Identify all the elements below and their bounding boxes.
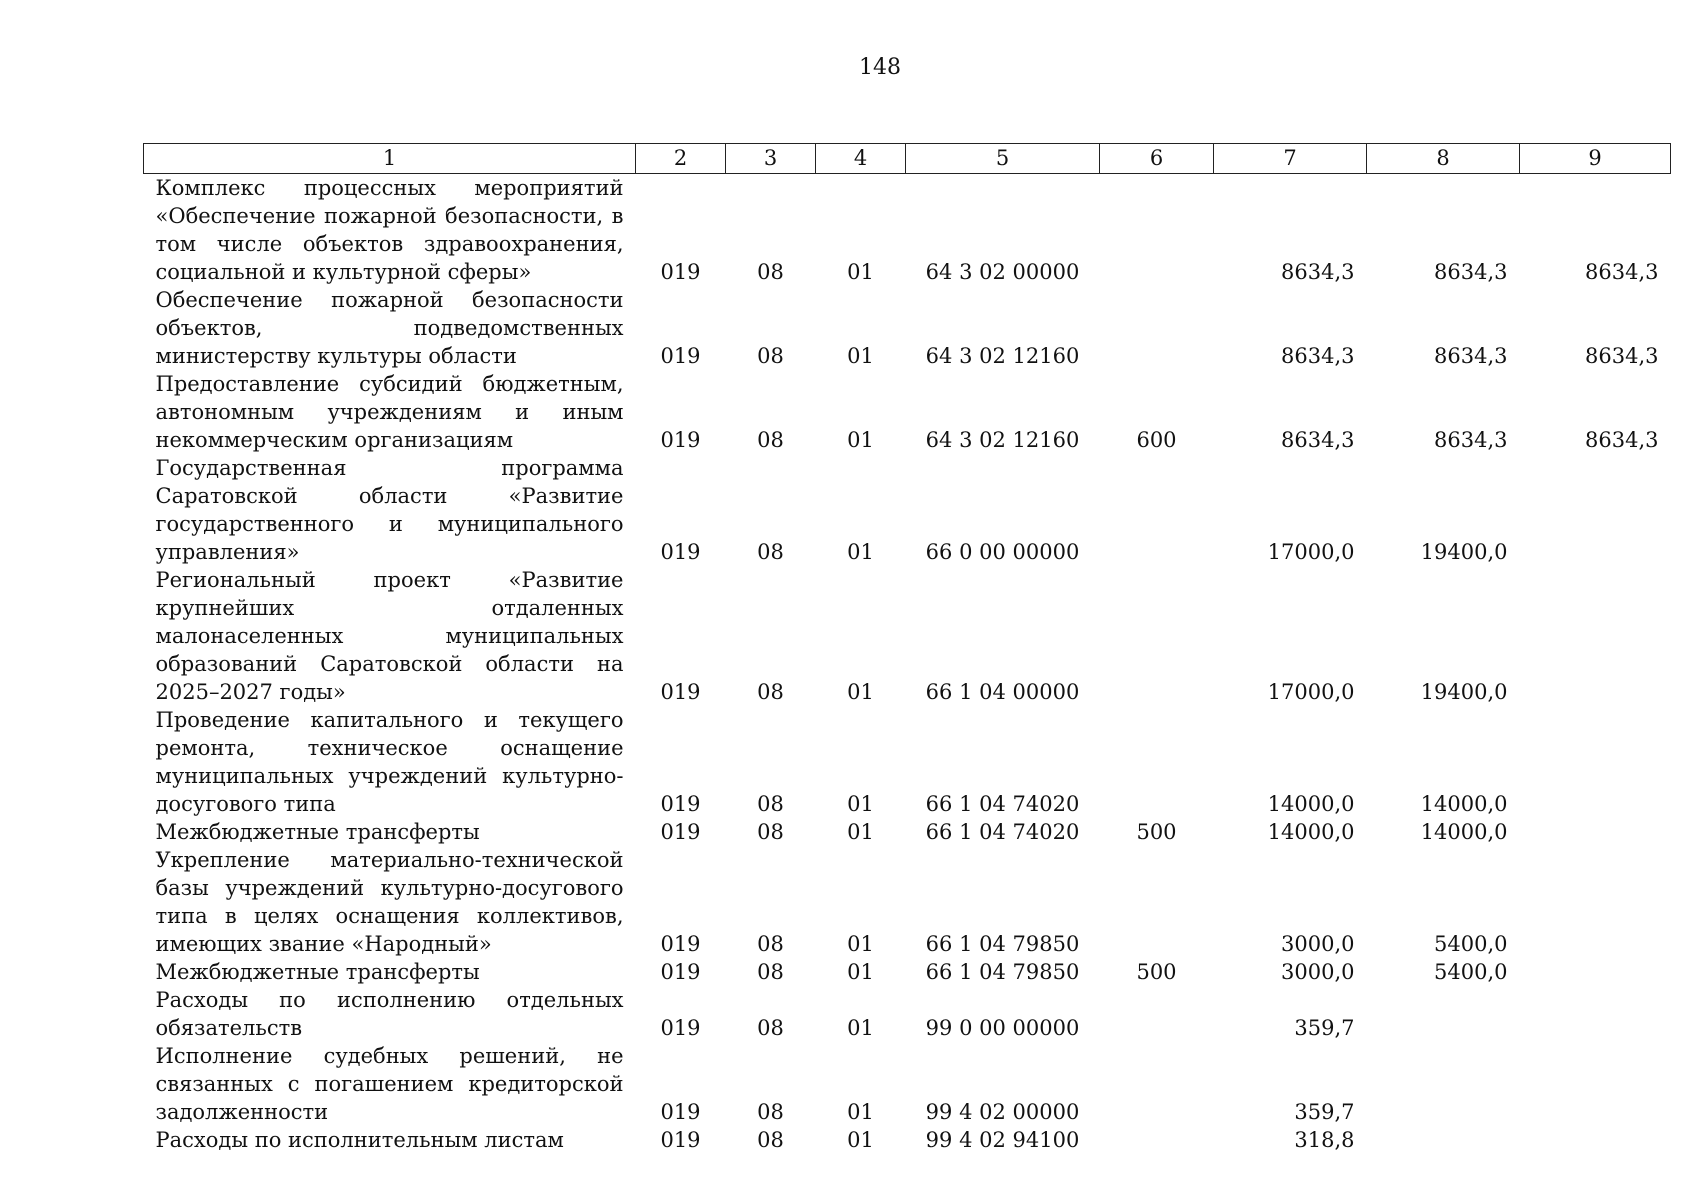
cell-col-5: 64 3 02 00000 bbox=[925, 260, 1080, 284]
cell-col-7: 8634,3 bbox=[1281, 428, 1355, 452]
cell-col-6: 500 bbox=[1136, 820, 1177, 844]
cell-col-5: 66 0 00 00000 bbox=[925, 540, 1080, 564]
cell-col-7: 359,7 bbox=[1294, 1100, 1355, 1124]
cell-col-3: 08 bbox=[757, 680, 784, 704]
cell-col-8: 5400,0 bbox=[1434, 960, 1508, 984]
table-row bbox=[144, 566, 1671, 706]
cell-col-4: 01 bbox=[847, 792, 874, 816]
cell-col-8: 8634,3 bbox=[1434, 428, 1508, 452]
cell-col-8: 19400,0 bbox=[1420, 540, 1508, 564]
cell-col-9 bbox=[1520, 706, 1671, 818]
cell-col-4: 01 bbox=[847, 820, 874, 844]
cell-col-3: 08 bbox=[757, 540, 784, 564]
cell-col-6: 600 bbox=[1136, 428, 1177, 452]
cell-col-7: 17000,0 bbox=[1267, 540, 1355, 564]
table-row bbox=[144, 286, 1671, 370]
row-name: Комплекс процессных мероприятий «Обеспечение пожарной безопасности, в том числе объектов здравоохранения, социальной и культурной сферы» bbox=[155, 176, 624, 284]
row-name: Проведение капитального и текущего ремонта, техническое оснащение муниципальных учреждений культурно-досугового типа bbox=[155, 708, 624, 816]
column-header: 8 bbox=[1367, 144, 1520, 174]
cell-col-4: 01 bbox=[847, 344, 874, 368]
cell-col-5: 99 4 02 94100 bbox=[925, 1128, 1080, 1152]
cell-col-2: 019 bbox=[660, 960, 701, 984]
table-row bbox=[144, 986, 1671, 1042]
cell-col-3: 08 bbox=[757, 1128, 784, 1152]
row-name: Обеспечение пожарной безопасности объектов, подведомственных министерству культуры области bbox=[155, 288, 624, 368]
column-header: 4 bbox=[816, 144, 906, 174]
cell-col-7: 8634,3 bbox=[1281, 260, 1355, 284]
table-row bbox=[144, 174, 1671, 287]
row-name: Региональный проект «Развитие крупнейших отдаленных малонаселенных муниципальных образований Саратовской области на 2025–2027 годы» bbox=[155, 568, 624, 704]
cell-col-9: 8634,3 bbox=[1585, 428, 1659, 452]
cell-col-5: 64 3 02 12160 bbox=[925, 428, 1080, 452]
row-name: Межбюджетные трансферты bbox=[155, 820, 480, 844]
cell-col-6 bbox=[1100, 454, 1214, 566]
table-row bbox=[144, 370, 1671, 454]
cell-col-5: 99 4 02 00000 bbox=[925, 1100, 1080, 1124]
table-row bbox=[144, 958, 1671, 986]
column-header: 3 bbox=[726, 144, 816, 174]
cell-col-4: 01 bbox=[847, 1100, 874, 1124]
column-header: 2 bbox=[636, 144, 726, 174]
cell-col-9 bbox=[1520, 986, 1671, 1042]
cell-col-4: 01 bbox=[847, 1128, 874, 1152]
column-header: 7 bbox=[1214, 144, 1367, 174]
table-row bbox=[144, 454, 1671, 566]
budget-table bbox=[143, 143, 1671, 1154]
cell-col-3: 08 bbox=[757, 1016, 784, 1040]
cell-col-9: 8634,3 bbox=[1585, 260, 1659, 284]
cell-col-5: 66 1 04 79850 bbox=[925, 932, 1080, 956]
cell-col-8: 5400,0 bbox=[1434, 932, 1508, 956]
cell-col-4: 01 bbox=[847, 932, 874, 956]
cell-col-5: 66 1 04 79850 bbox=[925, 960, 1080, 984]
row-name: Предоставление субсидий бюджетным, автономным учреждениям и иным некоммерческим организациям bbox=[155, 372, 624, 452]
cell-col-4: 01 bbox=[847, 680, 874, 704]
cell-col-8: 14000,0 bbox=[1420, 820, 1508, 844]
cell-col-5: 99 0 00 00000 bbox=[925, 1016, 1080, 1040]
cell-col-5: 64 3 02 12160 bbox=[925, 344, 1080, 368]
cell-col-2: 019 bbox=[660, 1100, 701, 1124]
cell-col-9 bbox=[1520, 1126, 1671, 1154]
cell-col-3: 08 bbox=[757, 820, 784, 844]
cell-col-4: 01 bbox=[847, 540, 874, 564]
column-header: 5 bbox=[906, 144, 1100, 174]
cell-col-3: 08 bbox=[757, 1100, 784, 1124]
cell-col-2: 019 bbox=[660, 1016, 701, 1040]
cell-col-7: 359,7 bbox=[1294, 1016, 1355, 1040]
cell-col-7: 14000,0 bbox=[1267, 820, 1355, 844]
cell-col-2: 019 bbox=[660, 428, 701, 452]
cell-col-8: 14000,0 bbox=[1420, 792, 1508, 816]
cell-col-2: 019 bbox=[660, 820, 701, 844]
cell-col-2: 019 bbox=[660, 792, 701, 816]
table-row bbox=[144, 1042, 1671, 1126]
column-header: 6 bbox=[1100, 144, 1214, 174]
cell-col-4: 01 bbox=[847, 960, 874, 984]
column-header: 9 bbox=[1520, 144, 1671, 174]
cell-col-5: 66 1 04 74020 bbox=[925, 792, 1080, 816]
cell-col-7: 318,8 bbox=[1294, 1128, 1355, 1152]
cell-col-7: 3000,0 bbox=[1281, 932, 1355, 956]
row-name: Укрепление материально-технической базы учреждений культурно-досугового типа в целях оснащения коллективов, имеющих звание «Народный» bbox=[155, 848, 624, 956]
cell-col-4: 01 bbox=[847, 1016, 874, 1040]
cell-col-3: 08 bbox=[757, 428, 784, 452]
cell-col-5: 66 1 04 74020 bbox=[925, 820, 1080, 844]
cell-col-9 bbox=[1520, 454, 1671, 566]
cell-col-6 bbox=[1100, 566, 1214, 706]
table-row bbox=[144, 846, 1671, 958]
row-name: Исполнение судебных решений, не связанных с погашением кредиторской задолженности bbox=[155, 1044, 624, 1124]
cell-col-2: 019 bbox=[660, 260, 701, 284]
cell-col-6 bbox=[1100, 1042, 1214, 1126]
cell-col-7: 17000,0 bbox=[1267, 680, 1355, 704]
column-header: 1 bbox=[144, 144, 636, 174]
cell-col-3: 08 bbox=[757, 792, 784, 816]
cell-col-2: 019 bbox=[660, 1128, 701, 1152]
cell-col-6: 500 bbox=[1136, 960, 1177, 984]
cell-col-6 bbox=[1100, 706, 1214, 818]
cell-col-9 bbox=[1520, 566, 1671, 706]
page-number: 148 bbox=[859, 55, 901, 80]
row-name: Межбюджетные трансферты bbox=[155, 960, 480, 984]
cell-col-6 bbox=[1100, 986, 1214, 1042]
cell-col-8: 8634,3 bbox=[1434, 344, 1508, 368]
cell-col-3: 08 bbox=[757, 260, 784, 284]
cell-col-7: 3000,0 bbox=[1281, 960, 1355, 984]
cell-col-8: 19400,0 bbox=[1420, 680, 1508, 704]
cell-col-6 bbox=[1100, 286, 1214, 370]
cell-col-7: 14000,0 bbox=[1267, 792, 1355, 816]
table-row bbox=[144, 706, 1671, 818]
cell-col-5: 66 1 04 00000 bbox=[925, 680, 1080, 704]
cell-col-9 bbox=[1520, 1042, 1671, 1126]
table-body bbox=[144, 174, 1671, 1155]
cell-col-3: 08 bbox=[757, 344, 784, 368]
cell-col-9 bbox=[1520, 818, 1671, 846]
cell-col-3: 08 bbox=[757, 960, 784, 984]
table-header-row bbox=[144, 144, 1671, 174]
cell-col-2: 019 bbox=[660, 680, 701, 704]
row-name: Государственная программа Саратовской области «Развитие государственного и муниципального управления» bbox=[155, 456, 624, 564]
cell-col-8: 8634,3 bbox=[1434, 260, 1508, 284]
row-name: Расходы по исполнению отдельных обязательств bbox=[155, 988, 624, 1040]
cell-col-8 bbox=[1367, 986, 1520, 1042]
cell-col-4: 01 bbox=[847, 428, 874, 452]
cell-col-3: 08 bbox=[757, 932, 784, 956]
cell-col-6 bbox=[1100, 846, 1214, 958]
cell-col-6 bbox=[1100, 1126, 1214, 1154]
table-row bbox=[144, 818, 1671, 846]
cell-col-9 bbox=[1520, 958, 1671, 986]
cell-col-9: 8634,3 bbox=[1585, 344, 1659, 368]
cell-col-6 bbox=[1100, 174, 1214, 287]
cell-col-2: 019 bbox=[660, 344, 701, 368]
cell-col-4: 01 bbox=[847, 260, 874, 284]
cell-col-2: 019 bbox=[660, 540, 701, 564]
row-name: Расходы по исполнительным листам bbox=[155, 1128, 564, 1152]
table-row bbox=[144, 1126, 1671, 1154]
cell-col-8 bbox=[1367, 1042, 1520, 1126]
cell-col-8 bbox=[1367, 1126, 1520, 1154]
cell-col-2: 019 bbox=[660, 932, 701, 956]
cell-col-7: 8634,3 bbox=[1281, 344, 1355, 368]
cell-col-9 bbox=[1520, 846, 1671, 958]
